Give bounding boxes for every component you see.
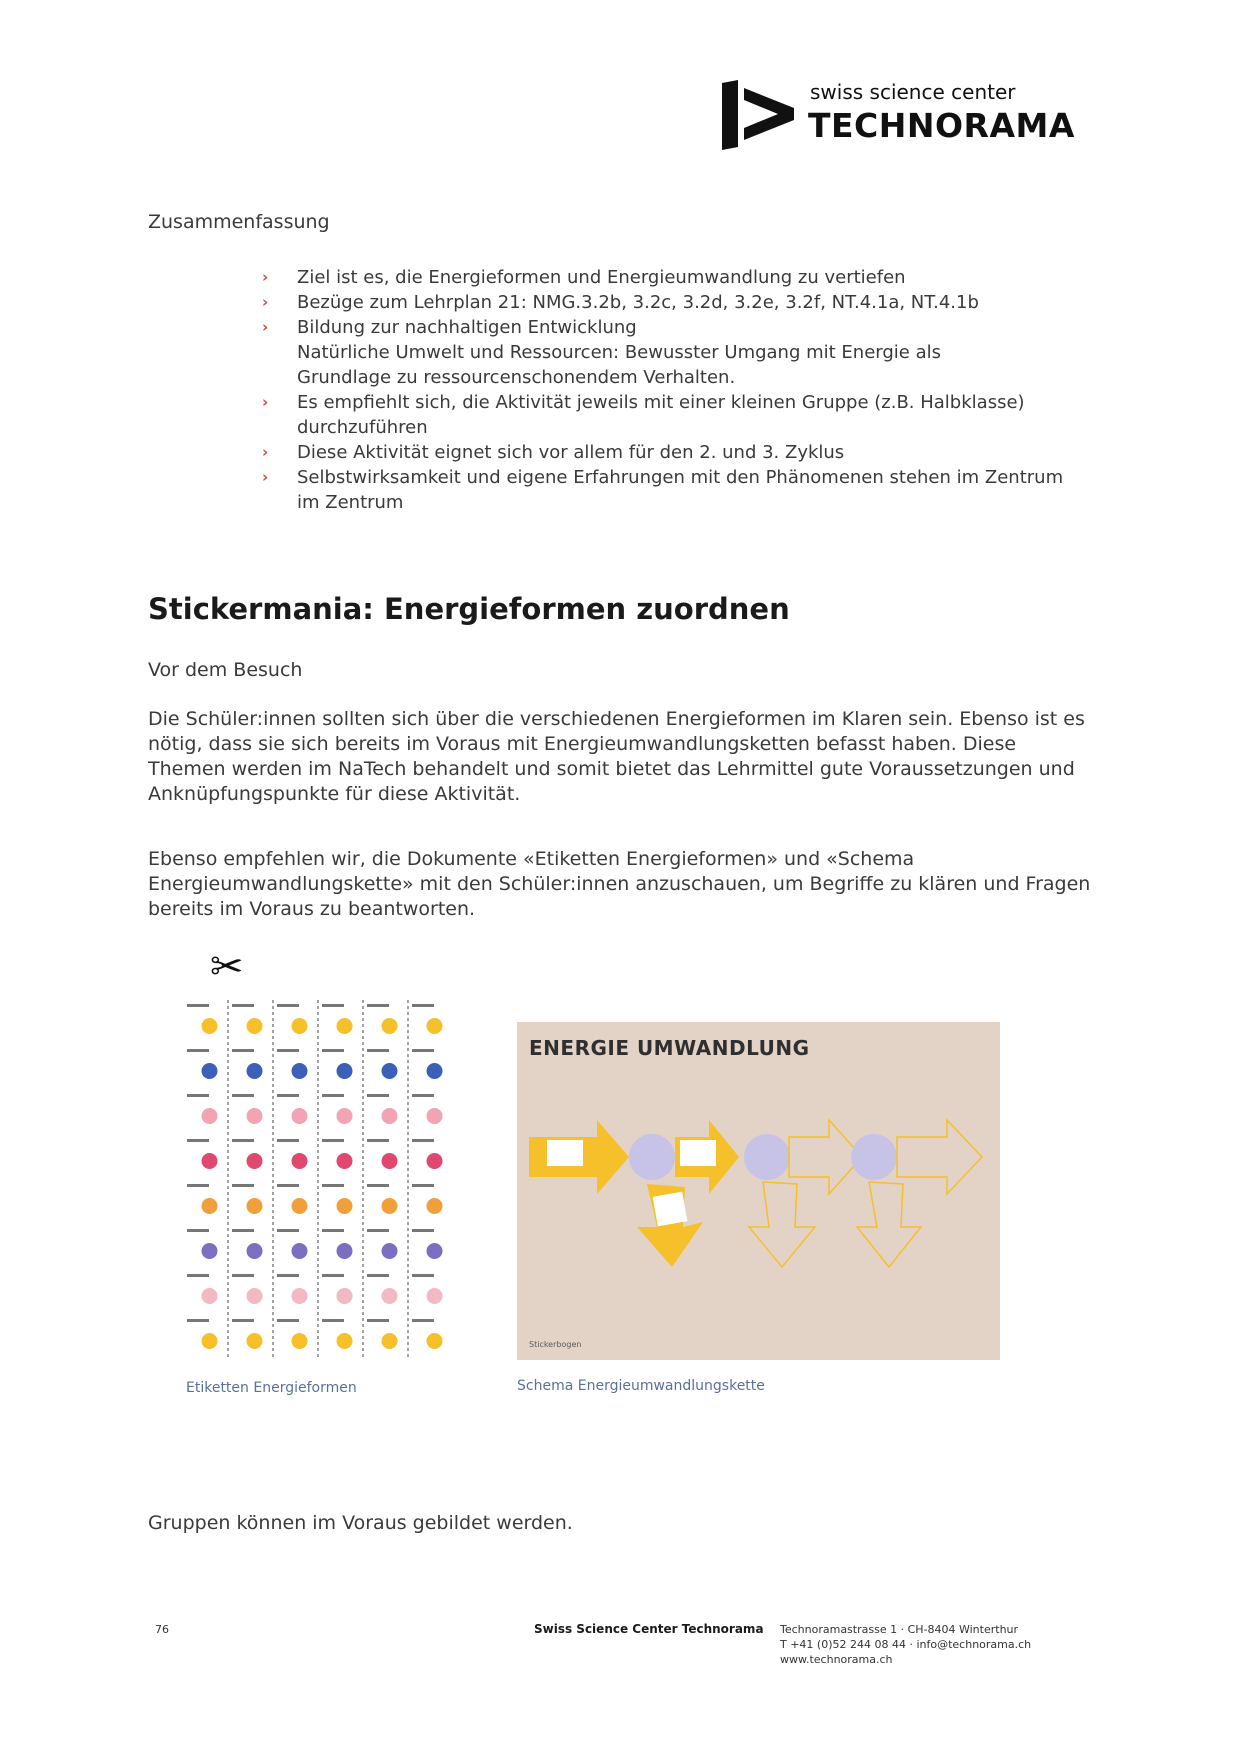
sticker-label-text: [187, 1229, 209, 1232]
summary-bullet-line: Ziel ist es, die Energieformen und Energieumwandlung zu vertiefen: [297, 267, 906, 288]
sticker-icon: [337, 1288, 353, 1304]
energy-conversion-figure: [517, 1022, 1000, 1360]
sticker-label-text: [367, 1139, 389, 1142]
sticker-icon: [292, 1063, 308, 1079]
sticker-label-text: [322, 1274, 344, 1277]
scissors-icon: ✂: [210, 944, 244, 990]
bullet-chevron-icon: ›: [262, 468, 269, 486]
sticker-icon: [382, 1198, 398, 1214]
sticker-icon: [292, 1108, 308, 1124]
sticker-label-text: [367, 1229, 389, 1232]
sticker-label-text: [232, 1094, 254, 1097]
bullet-chevron-icon: ›: [262, 443, 269, 461]
sticker-icon: [427, 1063, 443, 1079]
sticker-label-text: [412, 1094, 434, 1097]
sticker-icon: [337, 1018, 353, 1034]
sticker-icon: [247, 1333, 263, 1349]
sticker-label-text: [322, 1184, 344, 1187]
intro-paragraph: Die Schüler:innen sollten sich über die verschiedenen Energieformen im Klaren sein. Ebenso ist es nötig, dass sie sich bereits im Voraus mit Energieumwandlungsketten befasst haben. Diese Themen werden im NaTech behandelt und somit bietet das Lehrmittel gute Voraussetzungen und Anknüpfungspunkte für diese Aktivität.: [148, 708, 1085, 805]
sticker-icon: [202, 1018, 218, 1034]
sticker-icon: [337, 1063, 353, 1079]
sticker-label-text: [322, 1004, 344, 1007]
sticker-label-text: [322, 1139, 344, 1142]
arrow-outline-down-2: [857, 1182, 921, 1267]
summary-bullet: [262, 265, 1102, 290]
summary-bullet-line: Bildung zur nachhaltigen Entwicklung: [297, 317, 637, 338]
summary-bullet-line: Es empfiehlt sich, die Aktivität jeweils mit einer kleinen Gruppe (z.B. Halbklasse): [297, 392, 1025, 413]
summary-bullet-line: Natürliche Umwelt und Ressourcen: Bewusster Umgang mit Energie als: [297, 342, 942, 363]
sticker-icon: [292, 1018, 308, 1034]
sticker-icon: [382, 1243, 398, 1259]
sticker-label-text: [232, 1274, 254, 1277]
sticker-icon: [382, 1018, 398, 1034]
sticker-icon: [337, 1153, 353, 1169]
sticker-label-text: [232, 1049, 254, 1052]
bullet-chevron-icon: ›: [262, 293, 269, 311]
summary-bullet: [262, 290, 1102, 315]
node-circle-3: [851, 1134, 897, 1180]
node-circle-1: [629, 1134, 675, 1180]
footer-address: [780, 1622, 1080, 1667]
technorama-logo-icon: [722, 80, 802, 150]
sticker-label-text: [277, 1049, 299, 1052]
sticker-icon: [247, 1198, 263, 1214]
summary-bullet: [262, 390, 1102, 440]
sticker-icon: [247, 1243, 263, 1259]
bullet-chevron-icon: ›: [262, 393, 269, 411]
sticker-label-text: [412, 1319, 434, 1322]
section-subtitle: Vor dem Besuch: [148, 659, 303, 681]
summary-bullet-list: [262, 265, 1102, 515]
node-circle-2: [744, 1134, 790, 1180]
sticker-icon: [202, 1333, 218, 1349]
sticker-icon: [292, 1153, 308, 1169]
sticker-label-text: [277, 1094, 299, 1097]
sticker-icon: [427, 1333, 443, 1349]
arrow-outline-right-2: [897, 1120, 982, 1194]
sticker-icon: [202, 1063, 218, 1079]
sticker-icon: [427, 1018, 443, 1034]
sticker-icon: [382, 1108, 398, 1124]
footer-address-line1: Technoramastrasse 1 · CH-8404 Winterthur: [780, 1623, 1019, 1636]
sticker-label-text: [322, 1229, 344, 1232]
sticker-icon: [247, 1288, 263, 1304]
label-card-2: [680, 1140, 716, 1166]
sticker-icon: [292, 1333, 308, 1349]
energy-figure-title: ENERGIE UMWANDLUNG: [529, 1036, 810, 1060]
sticker-icon: [292, 1198, 308, 1214]
footer-brand: Swiss Science Center Technorama: [534, 1622, 764, 1636]
caption-right: Schema Energieumwandlungskette: [517, 1378, 765, 1394]
summary-bullet-line: Bezüge zum Lehrplan 21: NMG.3.2b, 3.2c, 3.2d, 3.2e, 3.2f, NT.4.1a, NT.4.1b: [297, 292, 979, 313]
energy-chain-diagram: [517, 1022, 1000, 1360]
summary-bullet-line: Grundlage zu ressourcenschonendem Verhalten.: [297, 367, 736, 388]
summary-bullet: [262, 465, 1102, 515]
summary-title: Zusammenfassung: [148, 211, 330, 233]
sticker-label-text: [412, 1049, 434, 1052]
sticker-icon: [427, 1288, 443, 1304]
sticker-icon: [202, 1108, 218, 1124]
sticker-label-text: [322, 1094, 344, 1097]
sticker-label-text: [322, 1319, 344, 1322]
energy-figure-note: Stickerbogen: [529, 1340, 582, 1349]
sticker-label-text: [232, 1184, 254, 1187]
bullet-chevron-icon: ›: [262, 268, 269, 286]
sticker-icon: [382, 1153, 398, 1169]
recommendation-paragraph: Ebenso empfehlen wir, die Dokumente «Etiketten Energieformen» und «Schema Energieumwandlungskette» mit den Schüler:innen anzuschauen, um Begriffe zu klären und Fragen bereits im Voraus zu beantworten.: [148, 848, 1091, 920]
sticker-icon: [247, 1108, 263, 1124]
summary-bullet: [262, 315, 1102, 390]
sticker-label-text: [367, 1184, 389, 1187]
page-number: 76: [155, 1623, 169, 1636]
sticker-label-text: [277, 1274, 299, 1277]
caption-left: Etiketten Energieformen: [186, 1380, 357, 1396]
sticker-label-text: [187, 1184, 209, 1187]
summary-bullet-line: Diese Aktivität eignet sich vor allem für den 2. und 3. Zyklus: [297, 442, 845, 463]
sticker-icon: [247, 1063, 263, 1079]
sticker-icon: [337, 1243, 353, 1259]
label-card-1: [547, 1140, 583, 1166]
sticker-label-text: [187, 1319, 209, 1322]
summary-bullet-line: durchzuführen: [297, 417, 428, 438]
sticker-label-text: [412, 1004, 434, 1007]
sticker-label-text: [277, 1184, 299, 1187]
sticker-label-text: [232, 1229, 254, 1232]
sticker-icon: [202, 1198, 218, 1214]
sticker-label-text: [187, 1274, 209, 1277]
sticker-icon: [292, 1243, 308, 1259]
sticker-label-text: [412, 1229, 434, 1232]
logo-big-text: TECHNORAMA: [808, 106, 1075, 145]
sticker-icon: [202, 1288, 218, 1304]
sticker-label-text: [322, 1049, 344, 1052]
sticker-icon: [337, 1198, 353, 1214]
sticker-label-text: [277, 1319, 299, 1322]
sticker-icon: [382, 1063, 398, 1079]
section-title: Stickermania: Energieformen zuordnen: [148, 592, 790, 626]
sticker-label-text: [187, 1139, 209, 1142]
sticker-label-text: [277, 1004, 299, 1007]
sticker-icon: [382, 1288, 398, 1304]
technorama-logo: [722, 80, 1082, 150]
sticker-icon: [292, 1288, 308, 1304]
sticker-icon: [427, 1108, 443, 1124]
sticker-label-text: [187, 1004, 209, 1007]
sticker-icon: [427, 1153, 443, 1169]
sticker-icon: [427, 1198, 443, 1214]
sticker-label-text: [187, 1049, 209, 1052]
sticker-label-text: [367, 1274, 389, 1277]
sticker-icon: [202, 1243, 218, 1259]
sticker-icon: [247, 1018, 263, 1034]
sticker-label-text: [367, 1094, 389, 1097]
sticker-sheet-figure: [183, 1000, 453, 1360]
arrow-outline-down-1: [749, 1182, 815, 1267]
sticker-icon: [202, 1153, 218, 1169]
sticker-label-text: [412, 1139, 434, 1142]
sticker-label-text: [232, 1004, 254, 1007]
sticker-label-text: [277, 1229, 299, 1232]
sticker-icon: [247, 1153, 263, 1169]
bullet-chevron-icon: ›: [262, 318, 269, 336]
summary-bullet-line: Selbstwirksamkeit und eigene Erfahrungen mit den Phänomenen stehen im Zentrum: [297, 467, 1064, 488]
sticker-label-text: [277, 1139, 299, 1142]
label-card-3: [653, 1192, 688, 1227]
sticker-label-text: [367, 1004, 389, 1007]
summary-bullet: [262, 440, 1102, 465]
sticker-label-text: [187, 1094, 209, 1097]
groups-note: Gruppen können im Voraus gebildet werden.: [148, 1512, 573, 1534]
sticker-icon: [382, 1333, 398, 1349]
sticker-label-text: [412, 1184, 434, 1187]
logo-small-text: swiss science center: [810, 80, 1016, 104]
sticker-icon: [427, 1243, 443, 1259]
sticker-label-text: [232, 1139, 254, 1142]
sticker-label-text: [367, 1319, 389, 1322]
sticker-label-text: [367, 1049, 389, 1052]
footer-address-line3: www.technorama.ch: [780, 1653, 893, 1666]
sticker-icon: [337, 1333, 353, 1349]
summary-bullet-line: im Zentrum: [297, 492, 404, 513]
sticker-label-text: [232, 1319, 254, 1322]
footer-address-line2: T +41 (0)52 244 08 44 · info@technorama.ch: [780, 1638, 1032, 1651]
sticker-icon: [337, 1108, 353, 1124]
sticker-label-text: [412, 1274, 434, 1277]
